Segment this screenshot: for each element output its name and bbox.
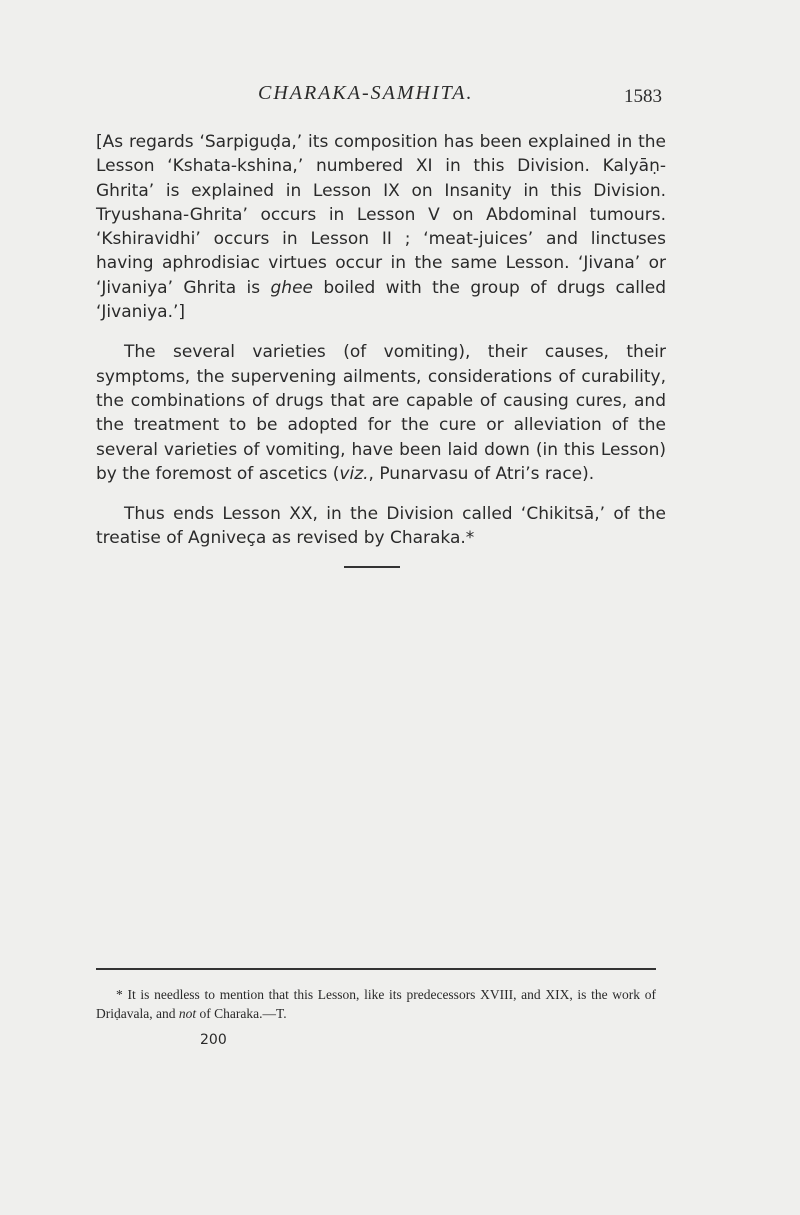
paragraph-note: [As regards ‘Sarpiguḍa,’ its composition has been explained in the Lesson ‘Kshata-kshina,’ numbered XI in this Division. Kalyāṇ-Ghrita’ is explained in Lesson IX on Insanity in this Division. Tryushana-Ghrita’ occurs in Lesson V on Abdominal tumours. ‘Kshiravidhi’ occurs in Lesson II ; ‘meat-juices’ and linctuses having aphrodisiac virtues occur in the same Lesson. ‘Jivana’ or ‘Jivaniya’ Ghrita is ghee boiled with the group of drugs called ‘Jivaniya.’] bbox=[96, 132, 666, 323]
signature-mark: 200 bbox=[200, 1032, 227, 1048]
paragraph-summary: The several varieties (of vomiting), their causes, their symptoms, the supervening ailments, considerations of curability, the combinations of drugs that are capable of causing cures, and the treatment to be adopted for the cure or alleviation of the several varieties of vomiting, have been laid down (in this Lesson) by the foremost of ascetics (viz., Punarvasu of Atri’s race). bbox=[96, 342, 666, 484]
footnote: * It is needless to mention that this Lesson, like its predecessors XVIII, and XIX, is the work of Driḍavala, and not of Charaka.—T. bbox=[96, 987, 656, 1021]
paragraph-colophon: Thus ends Lesson XX, in the Division called ‘Chikitsā,’ of the treatise of Agniveça as revised by Charaka.* bbox=[96, 504, 666, 549]
footnote-rule bbox=[96, 968, 656, 970]
body-text bbox=[96, 130, 666, 567]
section-separator bbox=[344, 566, 400, 568]
running-head: CHARAKA-SAMHITA. bbox=[258, 82, 474, 104]
page-number: 1583 bbox=[624, 86, 662, 107]
